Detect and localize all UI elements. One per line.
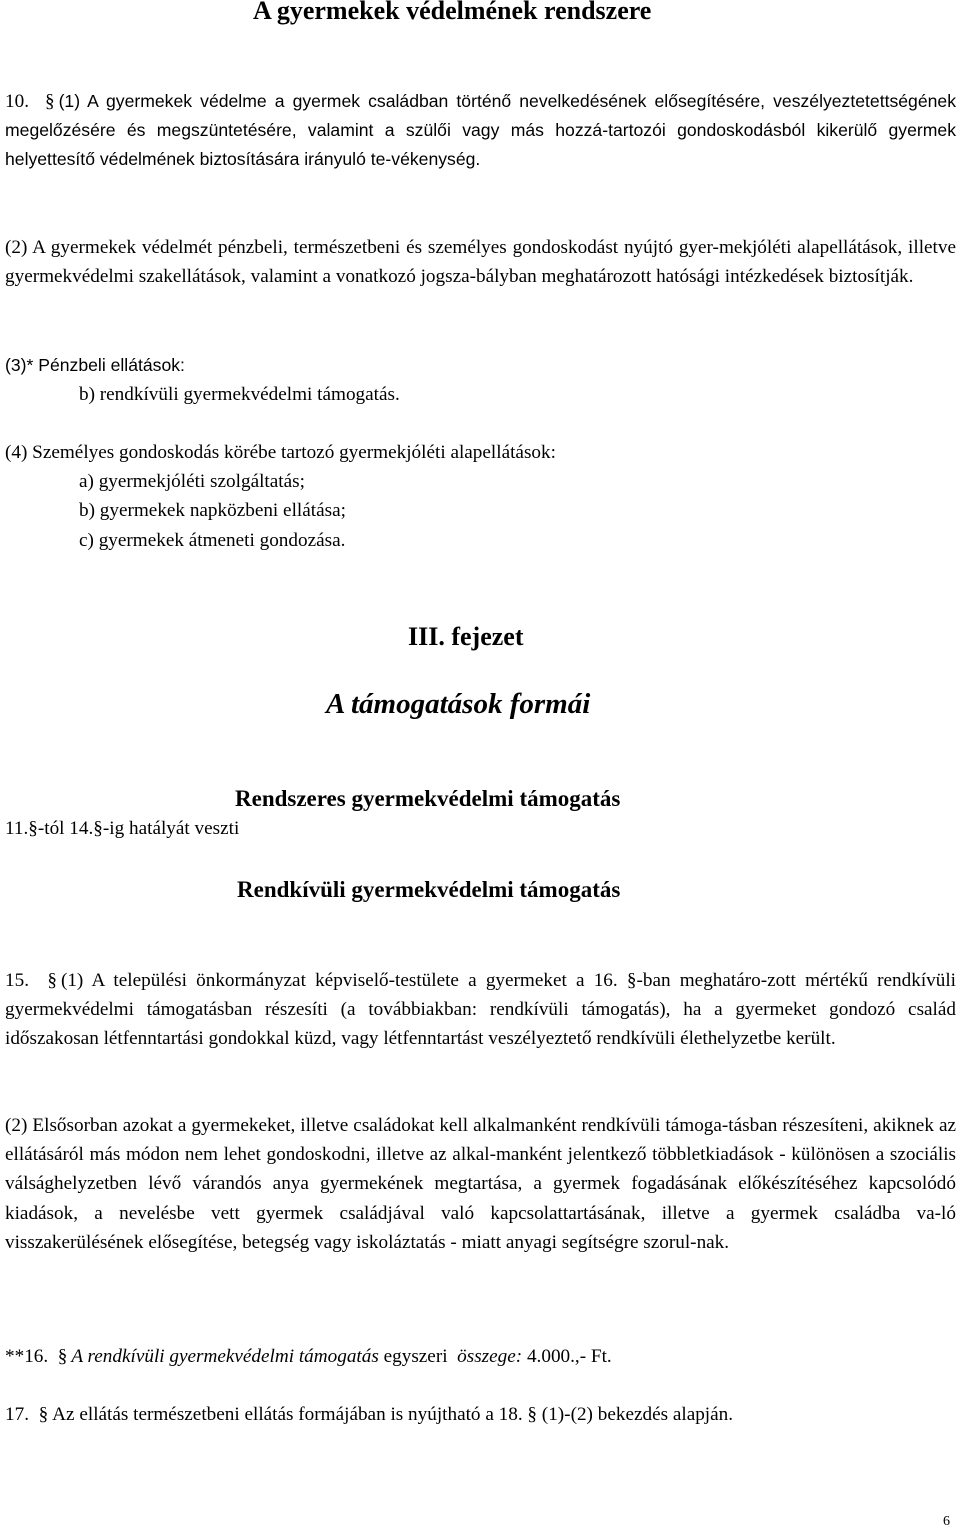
section-sign: § [47, 970, 57, 991]
chapter-title: A támogatások formái [326, 688, 591, 720]
list-item: c) gyermekek átmeneti gondozása. [79, 529, 346, 551]
list-item: b) rendkívüli gyermekvédelmi támogatás. [79, 384, 400, 406]
paragraph-text: (2) A gyermekek védelmét pénzbeli, természetbeni és személyes gondoskodást nyújtó gyer-mekjóléti alapellátások, illetve gyermekvédelmi szakellátások, valamint a vonatkozó jogsza-bályban meghatározott hatósági intézkedések biztosítják. [5, 237, 956, 288]
section-sign: § [57, 1346, 68, 1367]
amount: 4.000.,- Ft. [526, 1346, 612, 1367]
section-16 [5, 1346, 612, 1368]
page-title: A gyermekek védelmének rendszere [253, 0, 652, 25]
list-item: b) gyermekek napközbeni ellátása; [79, 500, 346, 522]
section-number: **16. [5, 1346, 49, 1367]
section-sign: § [38, 1404, 49, 1425]
section-text: egyszeri [383, 1346, 448, 1367]
section-number: 15. [5, 970, 29, 991]
section-10-paragraph-2 [5, 233, 956, 291]
section-number: 10. [5, 91, 29, 112]
list-heading: (4) Személyes gondoskodás körébe tartozó gyermekjóléti alapellátások: [5, 442, 556, 463]
section-heading-regular: Rendszeres gyermekvédelmi támogatás [235, 786, 621, 811]
section-17 [5, 1404, 733, 1426]
section-15-paragraph-2 [5, 1111, 956, 1257]
section-text-italic: összege: [457, 1346, 523, 1367]
section-number: 17. [5, 1404, 29, 1425]
repeal-note: 11.§-tól 14.§-ig hatályát veszti [5, 818, 240, 839]
list-item: a) gyermekjóléti szolgáltatás; [79, 471, 305, 493]
section-heading-extra: Rendkívüli gyermekvédelmi támogatás [237, 877, 621, 902]
section-text: Az ellátás természetbeni ellátás formájában is nyújtható a 18. § (1)-(2) bekezdés alapján. [52, 1404, 734, 1425]
page-number: 6 [943, 1514, 950, 1529]
section-text-italic: A rendkívüli gyermekvédelmi támogatás [71, 1346, 379, 1367]
section-sign: § [44, 91, 55, 112]
list-heading: (3)* Pénzbeli ellátások: [5, 355, 185, 375]
section-10-paragraph-4 [5, 438, 956, 555]
section-15-paragraph-1 [5, 966, 956, 1054]
paragraph-text: (1) A települési önkormányzat képviselő-testülete a gyermeket a 16. §-ban meghatáro-zott mértékű rendkívüli gyermekvédelmi támogatásban részesíti (a továbbiakban: rendkívüli támogatás), ha a gyermeket gondozó család időszakosan létfenntartási gondokkal küzd, vagy létfenntartást veszélyeztető rendkívüli élethelyzetbe került. [5, 970, 956, 1050]
paragraph-text: (1) A gyermekek védelme a gyermek családban történő nevelkedésének elősegítésére, veszélyeztetettségének megelőzésére és megszüntetésére, valamint a szülői vagy más hozzá-tartozói gondoskodásból kikerülő gyermek helyettesítő védelmének biztosítására irányuló te-vékenység. [5, 91, 956, 170]
chapter-number: III. fejezet [408, 622, 524, 651]
section-10-paragraph-3 [5, 351, 956, 409]
paragraph-text: (2) Elsősorban azokat a gyermekeket, illetve családokat kell alkalmanként rendkívüli támoga-tásban részesíteni, akiknek az ellátásáról más módon nem lehet gondoskodni, illetve az alkal-manként jelentkező többletkiadások - különösen a szociális válsághelyzetben lévő várandós anya gyermekének megtartása, a gyermek fogadásának előkészítéséhez kapcsolódó kiadások, a nevelésbe vett gyermek családjával való kapcsolattartásának, illetve a gyermek családba va-ló visszakerülésének elősegítése, betegség vagy iskoláztatás - miatt anyagi segítségre szorul-nak. [5, 1115, 956, 1253]
section-10-paragraph-1 [5, 87, 956, 175]
